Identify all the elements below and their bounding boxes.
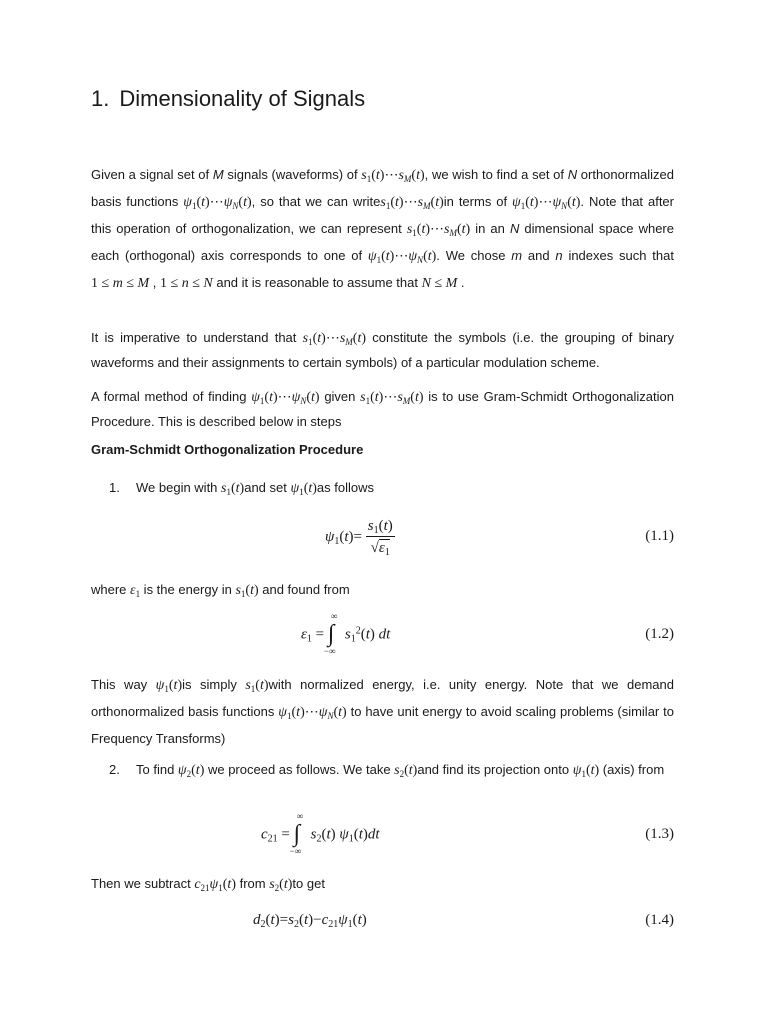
equation-body: $\psi_1(t)=$ $\frac{s_1(t)}{√\varepsilon_1}$ [325, 518, 393, 558]
math-s2: $s_2(t)$ [394, 763, 418, 779]
method-paragraph: A formal method of finding $\psi_1(t)\cdots\psi_N(t)$ given $s_1(t)\cdots s_M(t)$ is to use Gram-Schmidt Orthogonalization Procedure. This is described below in steps [91, 389, 674, 429]
math-psi1-to-psiN: $\psi_1(t)\cdots\psi_N(t)$ [278, 705, 347, 721]
math-c21-psi1: $c_{21}\psi_1(t)$ [194, 877, 236, 893]
equation-1-4 [91, 912, 674, 956]
step-2: 2. To find $\psi_2(t)$ we proceed as follows. We take $s_2(t)and$ find its projection onto $\psi_1(t)$ (axis) from [91, 758, 674, 783]
subsection-heading: Gram-Schmidt Orthogonalization Procedure [91, 442, 364, 457]
math-psi1-to-psiN: $\psi_1(t)\cdots\psi_N(t)$ [183, 195, 252, 211]
integral-sign: ∞ ∫ −∞ [289, 811, 304, 856]
math-psi1: $\psi_1(t)$ [155, 678, 183, 694]
math-s1: $s_1(t)$ [245, 678, 269, 694]
math-eps1: $\varepsilon_1$ [130, 583, 141, 599]
energy-definition-text: where $\varepsilon_1$ is the energy in $s_1(t)$ and found from [91, 582, 350, 599]
equation-number: (1.3) [645, 826, 674, 842]
equation-body: $c_{21}$ = ∞ ∫ −∞ $s_2(t)$ $\psi_1(t)dt$ [261, 811, 380, 856]
section-title-text: Dimensionality of Signals [119, 86, 366, 111]
equation-1-2 [91, 611, 674, 662]
math-m-range: 1 ≤ m ≤ M [91, 276, 150, 291]
math-s1: $s_1(t)$ [235, 583, 259, 599]
equation-body: $\varepsilon_1$ = ∞ ∫ −∞ $s_1^2(t)$ dt [301, 611, 391, 656]
equation-body: $d_2(t)=s_2(t)-c_{21}\psi_1(t)$ [253, 912, 367, 930]
math-psi1-to-psiN: $\psi_1(t)\cdots\psi_N(t)$ [367, 249, 437, 265]
symbols-paragraph: It is imperative to understand that $s_1(t)\cdots s_M(t)$ constitute the symbols (i.e. the grouping of binary waveforms and their assignments to certain symbols) of a particular modulation scheme. [91, 330, 674, 370]
step-number: 2. [109, 762, 120, 777]
subtract-text: Then we subtract $c_{21}\psi_1(t)$ from $s_2(t)to$ get [91, 876, 325, 893]
math-s1-to-sM: $s_1(t)\cdots s_M(t)$ [380, 195, 444, 211]
normalization-paragraph: This way $\psi_1(t)is$ simply $s_1(t)with$ normalized energy, i.e. unity energy. Note that we demand orthonormalized basis functions $\psi_1(t)\cdots\psi_N(t)$ to have unit energy to avoid scaling problems (similar to Frequency Transforms) [91, 677, 674, 746]
math-s1-to-sM: $s_1(t)\cdots s_M(t)$ [302, 331, 367, 347]
math-psi1-to-psiN: $\psi_1(t)\cdots\psi_N(t)$ [251, 390, 320, 406]
equation-number: (1.2) [645, 626, 674, 642]
equation-number: (1.1) [645, 528, 674, 544]
math-psi1: $\psi_1(t)$ [290, 481, 317, 497]
math-s1-to-sM: $s_1(t)\cdots s_M(t)$ [361, 168, 425, 184]
math-s1: $s_1(t)$ [221, 481, 245, 497]
intro-paragraph: Given a signal set of M signals (waveforms) of $s_1(t)\cdots s_M(t)$, we wish to find a set of N orthonormalized basis functions $\psi_1(t)\cdots\psi_N(t)$, so that we can $writes_1(t)\cdots s_M(t)in$ terms of $\psi_1(t)\cdots\psi_N(t)$. Note that after this operation of orthogonalization, we can represent $s_1(t)\cdots s_M(t)$ in an N dimensional space where each (orthogonal) axis corresponds to one of $\psi_1(t)\cdots\psi_N(t)$. We chose m and n indexes such that 1 ≤ m ≤ M , 1 ≤ n ≤ N and it is reasonable to assume that N ≤ M . [91, 167, 674, 291]
math-s1-to-sM: $s_1(t)\cdots s_M(t)$ [406, 222, 471, 238]
math-psi1: $\psi_1(t)$ [572, 763, 600, 779]
fraction: $\frac{s_1(t)}{√\varepsilon_1}$ [367, 518, 393, 558]
math-n-range: 1 ≤ n ≤ N [160, 276, 213, 291]
equation-1-3 [91, 811, 674, 862]
section-title [91, 86, 365, 112]
math-N-le-M: N ≤ M [421, 276, 458, 291]
equation-number: (1.4) [645, 912, 674, 928]
section-number: 1. [91, 86, 110, 111]
integral-sign: ∞ ∫ −∞ [323, 611, 338, 656]
step-1: 1. We begin with $s_1(t)and$ set $\psi_1(t)as$ follows [91, 476, 674, 501]
equation-1-1 [91, 516, 674, 560]
math-s1-to-sM: $s_1(t)\cdots s_M(t)$ [360, 390, 424, 406]
math-psi2: $\psi_2(t)$ [177, 763, 205, 779]
math-psi1-to-psiN: $\psi_1(t)\cdots\psi_N(t)$ [512, 195, 581, 211]
step-number: 1. [109, 480, 120, 495]
math-s2: $s_2(t)$ [269, 877, 293, 893]
